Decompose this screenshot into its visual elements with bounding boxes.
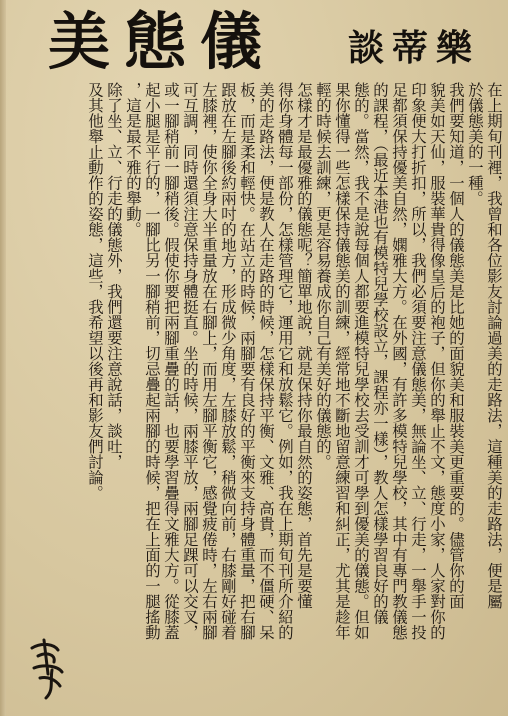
text-column-6: 足都須保持優美自然，嫻雅大方。在外國，有許多模特兒學校，其中有專門教儀態 — [390, 82, 408, 640]
text-column-11: 怎樣才是最優雅的儀態呢？簡單地說，就是保持你最自然的姿態，首先是要懂 — [295, 82, 313, 609]
text-column-10: 輕的時候去訓練，更是容易養成你自己有美好的儀態的。 — [314, 82, 332, 470]
text-column-13: 美的走路法，便是教人在走路的時候，怎樣保持平衡、文雅、高貴，而不僵硬、呆 — [257, 82, 275, 640]
text-column-4: 貌美如天仙，服裝華貴得像皇后的袍子，但你的舉止不文，態度小家，人家對你的 — [428, 82, 446, 640]
page-edge — [0, 0, 6, 716]
text-column-16: 左膝裡，使你全身大半重量放在右腳上，而用左腳平衡它，感覺疲倦時，左右兩腳 — [200, 82, 218, 640]
text-column-19: 起小腿是平行的，一腳比另一腳稍前，切忌疊起兩腳的時候，把在上面的一腿搖動 — [143, 82, 161, 640]
text-column-20: ，這是最不雅的舉動。 — [124, 82, 142, 237]
text-column-2: 於儀態美的一種。 — [466, 82, 484, 206]
article-subtitle: 談蒂樂 — [348, 27, 481, 69]
text-column-18: 或一腳稍前一腳稍後。假使你要把兩腳重疊的話，也要學習疊得文雅大方。從膝蓋 — [162, 82, 180, 640]
author-signature — [24, 634, 70, 704]
text-column-9: 果你懂得一些怎樣保持儀態美的訓練，經常地不斷地留意練習和糾正，尤其是趁年 — [333, 82, 351, 640]
signature-mark — [24, 634, 70, 704]
text-column-1: 在上期旬刊裡，我曾和各位影友討論過美的走路法，這種美的走路法，便是屬 — [485, 82, 503, 609]
text-column-7: 的課程，（最近本港也有模特兒學校設立，課程亦一樣），教人怎樣學習良好的儀 — [371, 82, 389, 625]
text-column-8: 態的。當然，我不是說每個人都要進模特兒學校去受訓才可學到優美的儀態。但如 — [352, 82, 370, 640]
text-column-17: 可互調，同時還須注意保持身體挺直。坐的時候，兩膝平放，兩腳足踝可以交叉， — [181, 82, 199, 640]
text-column-5: 印象便大打折扣，所以，我們必須要注意儀態美，無論坐、立、行走，一舉手一投 — [409, 82, 427, 640]
text-column-15: 跟放在左腳後約兩吋的地方，形成微少角度，左膝放鬆，稍微向前，右膝剛好碰着 — [219, 82, 237, 640]
text-column-22: 及其他舉止動作的姿態，這些，我希望以後再和影友們討論。 — [86, 82, 104, 501]
article-title: 美態儀 — [48, 5, 277, 78]
text-column-3: 我們要知道，一個人的儀態美是比她的面貌美和服裝美更重要的。儘管你的面 — [447, 82, 465, 609]
text-column-12: 得你身體每一部份，怎樣管理它，運用它和放鬆它。例如，我在上期旬刊所介紹的 — [276, 82, 294, 640]
text-column-14: 板，而是柔和輕快。在站立的時候，兩腳要有良好的平衡來支持身體重量，把右腳 — [238, 82, 256, 640]
title-block — [48, 4, 488, 80]
text-column-21: 除了坐、立、行走的儀態外，我們還要注意說話，談吐， — [105, 82, 123, 470]
